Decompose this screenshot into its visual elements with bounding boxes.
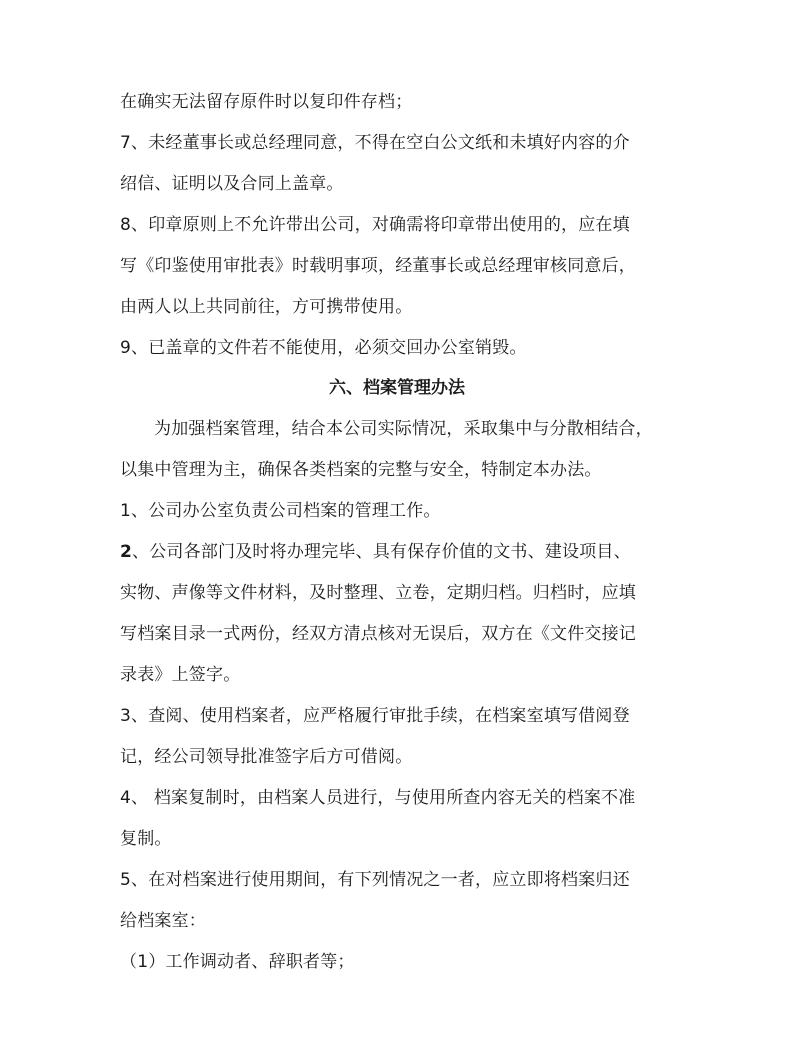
text-line: 1、公司办公室负责公司档案的管理工作。	[120, 501, 441, 521]
paragraph-intro-line: 为加强档案管理，结合本公司实际情况，采取集中与分散相结合，	[154, 419, 653, 439]
text-line: （1）工作调动者、辞职者等；	[120, 952, 355, 972]
text-line: 记，经公司领导批准签字后方可借阅。	[120, 747, 413, 767]
text-line: 8、印章原则上不允许带出公司，对确需将印章带出使用的，应在填	[120, 215, 630, 235]
text-line: 绍信、证明以及合同上盖章。	[120, 174, 344, 194]
item-number: 2	[120, 542, 133, 562]
text-line: 给档案室：	[120, 911, 206, 931]
text-line: 7、未经董事长或总经理同意，不得在空白公文纸和未填好内容的介	[120, 133, 630, 153]
text-line: 复制。	[120, 829, 172, 849]
text-line: 写《印鉴使用审批表》时载明事项，经董事长或总经理审核同意后，	[120, 256, 636, 276]
text-line: 实物、声像等文件材料，及时整理、立卷，定期归档。归档时，应填	[120, 583, 636, 603]
text-line: 以集中管理为主，确保各类档案的完整与安全，特制定本办法。	[120, 460, 602, 480]
text-line: 3、查阅、使用档案者，应严格履行审批手续，在档案室填写借阅登	[120, 706, 630, 726]
text-line: 在确实无法留存原件时以复印件存档；	[120, 92, 413, 112]
text-line: 5、在对档案进行使用期间，有下列情况之一者，应立即将档案归还	[120, 870, 630, 890]
text-line: 4、 档案复制时，由档案人员进行，与使用所查内容无关的档案不准	[120, 788, 636, 808]
section-heading: 六、档案管理办法	[329, 378, 465, 398]
text-line: 写档案目录一式两份，经双方清点核对无误后，双方在《文件交接记	[120, 624, 636, 644]
text-line: 录表》上签字。	[120, 665, 241, 685]
text-line: 由两人以上共同前往，方可携带使用。	[120, 297, 413, 317]
item-text: 、公司各部门及时将办理完毕、具有保存价值的文书、建设项目、	[132, 542, 631, 562]
text-line	[120, 540, 631, 564]
text-line: 9、已盖章的文件若不能使用，必须交回办公室销毁。	[120, 338, 527, 358]
